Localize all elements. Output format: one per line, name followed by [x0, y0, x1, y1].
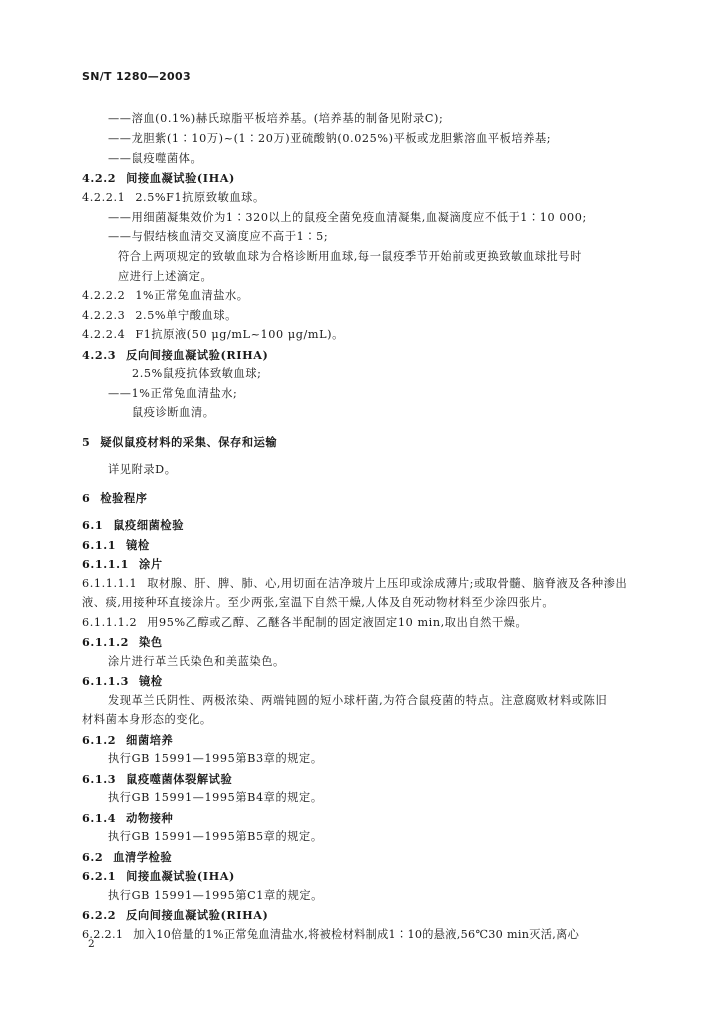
text-line: ——龙胆紫(1∶10万)~(1∶20万)亚硫酸钠(0.025%)平板或龙胆紫溶血平板培养基;: [108, 132, 552, 145]
text-line: 符合上两项规定的致敏血球为合格诊断用血球,每一鼠疫季节开始前或更换致敏血球批号时: [118, 250, 582, 263]
clause-line: 4.2.2.1 2.5%F1抗原致敏血球。: [82, 191, 265, 204]
section-heading: 6.2.2 反向间接血凝试验(RIHA): [82, 908, 269, 922]
section-heading: 6.1.1.3 镜检: [82, 674, 163, 688]
section-heading: 6.2 血清学检验: [82, 850, 173, 864]
clause-line: 4.2.2.2 1%正常兔血清盐水。: [82, 289, 249, 302]
clause-line: 6.2.2.1 加入10倍量的1%正常兔血清盐水,将被检材料制成1∶10的悬液,56℃30 min灭活,离心: [82, 928, 580, 941]
section-heading: 6.1.1.2 染色: [82, 635, 163, 649]
section-heading: 6.1.3 鼠疫噬菌体裂解试验: [82, 772, 233, 786]
section-heading: 5 疑似鼠疫材料的采集、保存和运输: [82, 435, 278, 449]
clause-line: 4.2.2.4 F1抗原液(50 μg/mL~100 μg/mL)。: [82, 328, 344, 341]
section-heading: 4.2.3 反向间接血凝试验(RIHA): [82, 348, 269, 362]
section-heading: 6 检验程序: [82, 491, 148, 505]
text-line: 发现革兰氏阴性、两极浓染、两端钝圆的短小球杆菌,为符合鼠疫菌的特点。注意腐败材料或陈旧: [108, 694, 608, 707]
text-line: 执行GB 15991—1995第C1章的规定。: [108, 889, 323, 902]
text-line: ——鼠疫噬菌体。: [108, 152, 203, 165]
section-heading: 6.2.1 间接血凝试验(IHA): [82, 869, 235, 883]
clause-line: 6.1.1.1.2 用95%乙醇或乙醇、乙醚各半配制的固定液固定10 min,取出自然干燥。: [82, 616, 528, 629]
text-line: 应进行上述滴定。: [118, 270, 213, 283]
text-line: 鼠疫诊断血清。: [132, 406, 215, 419]
text-line: 执行GB 15991—1995第B4章的规定。: [108, 791, 323, 804]
text-line: 执行GB 15991—1995第B5章的规定。: [108, 830, 323, 843]
text-line: ——与假结核血清交叉滴度应不高于1∶5;: [108, 230, 329, 243]
clause-line: 4.2.2.3 2.5%单宁酸血球。: [82, 309, 237, 322]
text-line: 2.5%鼠疫抗体致敏血球;: [132, 367, 262, 380]
section-heading: 6.1.1 镜检: [82, 538, 150, 552]
section-heading: 6.1.1.1 涂片: [82, 557, 163, 571]
section-heading: 6.1.2 细菌培养: [82, 733, 174, 747]
text-line: 液、痰,用接种环直接涂片。至少两张,室温下自然干燥,人体及自死动物材料至少涂四张片。: [82, 596, 555, 609]
text-line: ——溶血(0.1%)赫氏琼脂平板培养基。(培养基的制备见附录C);: [108, 112, 444, 125]
section-heading: 6.1.4 动物接种: [82, 811, 174, 825]
clause-line: 6.1.1.1.1 取材腺、肝、脾、肺、心,用切面在洁净玻片上压印或涂成薄片;或取骨髓、脑脊液及各种渗出: [82, 577, 628, 590]
text-line: 涂片进行革兰氏染色和美蓝染色。: [108, 655, 285, 668]
section-heading: 6.1 鼠疫细菌检验: [82, 518, 184, 532]
text-line: ——用细菌凝集效价为1∶320以上的鼠疫全菌免疫血清凝集,血凝滴度应不低于1∶10 000;: [108, 211, 587, 224]
text-line: ——1%正常兔血清盐水;: [108, 387, 238, 400]
section-heading: 4.2.2 间接血凝试验(IHA): [82, 171, 235, 185]
text-line: 材料菌本身形态的变化。: [82, 713, 212, 726]
text-line: 执行GB 15991—1995第B3章的规定。: [108, 752, 323, 765]
text-line: 详见附录D。: [108, 463, 177, 476]
page-number: 2: [88, 938, 95, 950]
standard-header: SN/T 1280—2003: [82, 70, 191, 83]
